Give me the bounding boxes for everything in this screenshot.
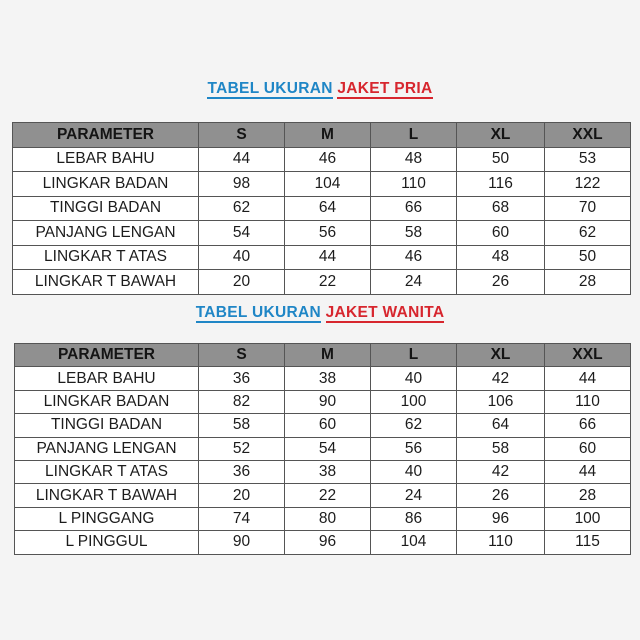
table-cell-value: 22 bbox=[285, 484, 371, 507]
title-prefix: TABEL UKURAN bbox=[195, 304, 321, 321]
table-cell-value: 60 bbox=[285, 414, 371, 437]
column-header-parameter: PARAMETER bbox=[13, 123, 199, 148]
table-cell-value: 53 bbox=[545, 147, 631, 172]
table-cell-value: 40 bbox=[371, 460, 457, 483]
column-header-size: M bbox=[285, 123, 371, 148]
table-cell-value: 44 bbox=[545, 367, 631, 390]
table-row bbox=[15, 507, 631, 530]
column-header-size: XL bbox=[457, 344, 545, 367]
table-cell-value: 24 bbox=[371, 270, 457, 295]
table-cell-value: 36 bbox=[199, 367, 285, 390]
row-label: LINGKAR BADAN bbox=[13, 172, 199, 197]
table-row bbox=[15, 437, 631, 460]
size-table-jaket-wanita bbox=[14, 343, 631, 555]
table-cell-value: 115 bbox=[545, 531, 631, 554]
table-cell-value: 98 bbox=[199, 172, 285, 197]
table-cell-value: 60 bbox=[457, 221, 545, 246]
column-header-size: L bbox=[371, 344, 457, 367]
table-cell-value: 42 bbox=[457, 460, 545, 483]
table-cell-value: 42 bbox=[457, 367, 545, 390]
table-cell-value: 110 bbox=[371, 172, 457, 197]
table-cell-value: 100 bbox=[371, 390, 457, 413]
table-cell-value: 28 bbox=[545, 270, 631, 295]
table-cell-value: 46 bbox=[285, 147, 371, 172]
table-cell-value: 54 bbox=[199, 221, 285, 246]
table-cell-value: 38 bbox=[285, 367, 371, 390]
row-label: LINGKAR T ATAS bbox=[13, 245, 199, 270]
table-cell-value: 44 bbox=[545, 460, 631, 483]
table-cell-value: 96 bbox=[457, 507, 545, 530]
table-cell-value: 110 bbox=[545, 390, 631, 413]
table-row bbox=[13, 196, 631, 221]
column-header-size: S bbox=[199, 344, 285, 367]
table-row bbox=[15, 390, 631, 413]
column-header-size: M bbox=[285, 344, 371, 367]
row-label: LINGKAR BADAN bbox=[15, 390, 199, 413]
table-cell-value: 44 bbox=[285, 245, 371, 270]
table-cell-value: 38 bbox=[285, 460, 371, 483]
column-header-size: XXL bbox=[545, 344, 631, 367]
table-cell-value: 90 bbox=[199, 531, 285, 554]
column-header-size: XXL bbox=[545, 123, 631, 148]
row-label: LINGKAR T BAWAH bbox=[13, 270, 199, 295]
table-cell-value: 48 bbox=[371, 147, 457, 172]
row-label: L PINGGUL bbox=[15, 531, 199, 554]
table-cell-value: 64 bbox=[285, 196, 371, 221]
row-label: L PINGGANG bbox=[15, 507, 199, 530]
row-label: LINGKAR T BAWAH bbox=[15, 484, 199, 507]
table-cell-value: 104 bbox=[371, 531, 457, 554]
row-label: PANJANG LENGAN bbox=[13, 221, 199, 246]
table-cell-value: 74 bbox=[199, 507, 285, 530]
size-table-jaket-pria bbox=[12, 122, 631, 295]
table-cell-value: 40 bbox=[371, 367, 457, 390]
table-cell-value: 50 bbox=[545, 245, 631, 270]
table-cell-value: 90 bbox=[285, 390, 371, 413]
table-cell-value: 66 bbox=[371, 196, 457, 221]
table-cell-value: 26 bbox=[457, 484, 545, 507]
table-row bbox=[13, 147, 631, 172]
table-cell-value: 116 bbox=[457, 172, 545, 197]
table-cell-value: 58 bbox=[457, 437, 545, 460]
table-cell-value: 58 bbox=[371, 221, 457, 246]
row-label: TINGGI BADAN bbox=[13, 196, 199, 221]
table-cell-value: 68 bbox=[457, 196, 545, 221]
table-cell-value: 52 bbox=[199, 437, 285, 460]
table-cell-value: 110 bbox=[457, 531, 545, 554]
table-cell-value: 56 bbox=[285, 221, 371, 246]
table-row bbox=[15, 484, 631, 507]
table-cell-value: 44 bbox=[199, 147, 285, 172]
table-cell-value: 62 bbox=[371, 414, 457, 437]
table-row bbox=[13, 221, 631, 246]
table-cell-value: 80 bbox=[285, 507, 371, 530]
table-row bbox=[15, 460, 631, 483]
table-cell-value: 20 bbox=[199, 270, 285, 295]
table-cell-value: 122 bbox=[545, 172, 631, 197]
table-cell-value: 26 bbox=[457, 270, 545, 295]
row-label: TINGGI BADAN bbox=[15, 414, 199, 437]
table-row bbox=[15, 414, 631, 437]
table-cell-value: 86 bbox=[371, 507, 457, 530]
table-row bbox=[15, 367, 631, 390]
table-row bbox=[13, 270, 631, 295]
title-jaket-pria bbox=[0, 80, 640, 98]
table-cell-value: 50 bbox=[457, 147, 545, 172]
table-cell-value: 36 bbox=[199, 460, 285, 483]
table-cell-value: 48 bbox=[457, 245, 545, 270]
title-highlight: JAKET WANITA bbox=[325, 304, 445, 321]
table-cell-value: 20 bbox=[199, 484, 285, 507]
table-row bbox=[13, 245, 631, 270]
title-jaket-wanita bbox=[0, 304, 640, 322]
table-cell-value: 62 bbox=[199, 196, 285, 221]
table-cell-value: 66 bbox=[545, 414, 631, 437]
row-label: LEBAR BAHU bbox=[15, 367, 199, 390]
title-prefix: TABEL UKURAN bbox=[207, 80, 333, 97]
table-cell-value: 56 bbox=[371, 437, 457, 460]
table-row bbox=[15, 531, 631, 554]
table-cell-value: 100 bbox=[545, 507, 631, 530]
table-cell-value: 106 bbox=[457, 390, 545, 413]
row-label: LEBAR BAHU bbox=[13, 147, 199, 172]
table-cell-value: 64 bbox=[457, 414, 545, 437]
table-cell-value: 82 bbox=[199, 390, 285, 413]
table-cell-value: 60 bbox=[545, 437, 631, 460]
table-cell-value: 46 bbox=[371, 245, 457, 270]
table-cell-value: 28 bbox=[545, 484, 631, 507]
column-header-parameter: PARAMETER bbox=[15, 344, 199, 367]
table-header-row bbox=[15, 344, 631, 367]
table-cell-value: 40 bbox=[199, 245, 285, 270]
table-cell-value: 62 bbox=[545, 221, 631, 246]
table-header-row bbox=[13, 123, 631, 148]
row-label: PANJANG LENGAN bbox=[15, 437, 199, 460]
column-header-size: S bbox=[199, 123, 285, 148]
table-cell-value: 104 bbox=[285, 172, 371, 197]
table-row bbox=[13, 172, 631, 197]
column-header-size: L bbox=[371, 123, 457, 148]
table-cell-value: 24 bbox=[371, 484, 457, 507]
title-highlight: JAKET PRIA bbox=[337, 80, 433, 97]
table-cell-value: 58 bbox=[199, 414, 285, 437]
table-cell-value: 70 bbox=[545, 196, 631, 221]
table-cell-value: 22 bbox=[285, 270, 371, 295]
row-label: LINGKAR T ATAS bbox=[15, 460, 199, 483]
column-header-size: XL bbox=[457, 123, 545, 148]
table-cell-value: 54 bbox=[285, 437, 371, 460]
table-cell-value: 96 bbox=[285, 531, 371, 554]
